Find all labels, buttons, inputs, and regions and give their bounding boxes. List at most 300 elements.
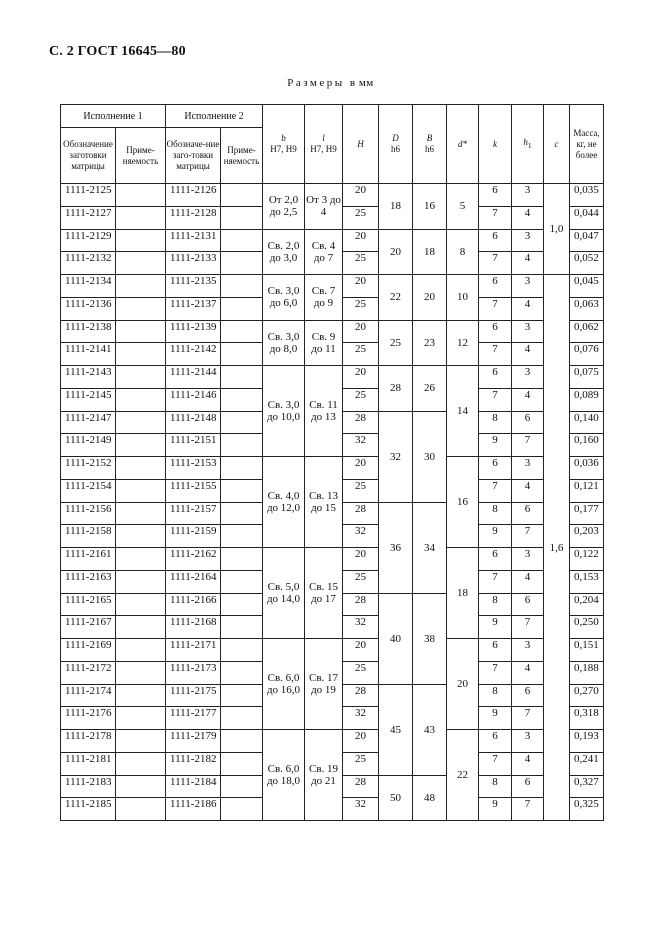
h1-cell: 4 xyxy=(512,479,544,502)
blank-designation-1: 1111-2167 xyxy=(61,616,116,639)
header-execution-2: Исполнение 2 xyxy=(166,105,263,128)
B-cell: 23 xyxy=(413,320,447,366)
l-range-cell: Св. 13 до 15 xyxy=(305,457,343,548)
applicability-cell-1 xyxy=(116,730,166,753)
mass-cell: 0,203 xyxy=(570,525,604,548)
blank-designation-2: 1111-2142 xyxy=(166,343,221,366)
h1-cell: 4 xyxy=(512,388,544,411)
b-range-cell: Св. 6,0 до 18,0 xyxy=(263,730,305,821)
header-k-symbol: k xyxy=(493,138,497,149)
mass-cell: 0,047 xyxy=(570,229,604,252)
caption-unit: в мм xyxy=(349,77,374,89)
header-applicability-2: Приме-няемость xyxy=(221,128,263,184)
h1-cell: 6 xyxy=(512,411,544,434)
D-cell: 25 xyxy=(379,320,413,366)
k-cell: 8 xyxy=(479,684,512,707)
d-cell: 10 xyxy=(447,275,479,321)
D-cell: 22 xyxy=(379,275,413,321)
h1-cell: 3 xyxy=(512,275,544,298)
applicability-cell-2 xyxy=(221,593,263,616)
applicability-cell-1 xyxy=(116,388,166,411)
header-k xyxy=(479,105,512,184)
header-D xyxy=(379,105,413,184)
l-range-cell: Св. 7 до 9 xyxy=(305,275,343,321)
h1-cell: 6 xyxy=(512,684,544,707)
H-cell: 25 xyxy=(343,297,379,320)
header-c xyxy=(544,105,570,184)
applicability-cell-1 xyxy=(116,707,166,730)
H-cell: 32 xyxy=(343,616,379,639)
H-cell: 32 xyxy=(343,707,379,730)
applicability-cell-1 xyxy=(116,184,166,207)
blank-designation-2: 1111-2184 xyxy=(166,775,221,798)
applicability-cell-2 xyxy=(221,502,263,525)
k-cell: 8 xyxy=(479,502,512,525)
blank-designation-1: 1111-2143 xyxy=(61,366,116,389)
header-b xyxy=(263,105,305,184)
applicability-cell-2 xyxy=(221,434,263,457)
table-row xyxy=(61,548,604,571)
blank-designation-2: 1111-2182 xyxy=(166,752,221,775)
mass-cell: 0,188 xyxy=(570,661,604,684)
mass-cell: 0,063 xyxy=(570,297,604,320)
H-cell: 25 xyxy=(343,752,379,775)
H-cell: 25 xyxy=(343,570,379,593)
applicability-cell-2 xyxy=(221,616,263,639)
applicability-cell-1 xyxy=(116,684,166,707)
blank-designation-1: 1111-2185 xyxy=(61,798,116,821)
D-cell: 20 xyxy=(379,229,413,275)
blank-designation-2: 1111-2179 xyxy=(166,730,221,753)
d-cell: 14 xyxy=(447,366,479,457)
applicability-cell-2 xyxy=(221,639,263,662)
k-cell: 6 xyxy=(479,275,512,298)
blank-designation-2: 1111-2153 xyxy=(166,457,221,480)
H-cell: 32 xyxy=(343,434,379,457)
applicability-cell-1 xyxy=(116,479,166,502)
H-cell: 25 xyxy=(343,206,379,229)
h1-cell: 4 xyxy=(512,252,544,275)
blank-designation-2: 1111-2171 xyxy=(166,639,221,662)
caption-label: Размеры xyxy=(287,77,345,89)
mass-cell: 0,036 xyxy=(570,457,604,480)
table-row xyxy=(61,730,604,753)
b-range-cell: Св. 3,0 до 8,0 xyxy=(263,320,305,366)
mass-cell: 0,052 xyxy=(570,252,604,275)
mass-cell: 0,035 xyxy=(570,184,604,207)
header-c-symbol: c xyxy=(554,138,559,149)
blank-designation-2: 1111-2131 xyxy=(166,229,221,252)
applicability-cell-2 xyxy=(221,479,263,502)
blank-designation-1: 1111-2127 xyxy=(61,206,116,229)
D-cell: 32 xyxy=(379,411,413,502)
applicability-cell-2 xyxy=(221,730,263,753)
applicability-cell-2 xyxy=(221,570,263,593)
k-cell: 8 xyxy=(479,411,512,434)
blank-designation-2: 1111-2144 xyxy=(166,366,221,389)
table-row xyxy=(61,457,604,480)
blank-designation-1: 1111-2145 xyxy=(61,388,116,411)
k-cell: 9 xyxy=(479,798,512,821)
B-cell: 48 xyxy=(413,775,447,821)
applicability-cell-1 xyxy=(116,275,166,298)
H-cell: 25 xyxy=(343,388,379,411)
mass-cell: 0,153 xyxy=(570,570,604,593)
l-range-cell: Св. 19 до 21 xyxy=(305,730,343,821)
h1-cell: 7 xyxy=(512,616,544,639)
applicability-cell-2 xyxy=(221,229,263,252)
blank-designation-1: 1111-2176 xyxy=(61,707,116,730)
applicability-cell-1 xyxy=(116,297,166,320)
blank-designation-1: 1111-2169 xyxy=(61,639,116,662)
applicability-cell-2 xyxy=(221,525,263,548)
applicability-cell-1 xyxy=(116,661,166,684)
blank-designation-2: 1111-2126 xyxy=(166,184,221,207)
applicability-cell-1 xyxy=(116,775,166,798)
applicability-cell-1 xyxy=(116,252,166,275)
l-range-cell: Св. 15 до 17 xyxy=(305,548,343,639)
blank-designation-2: 1111-2139 xyxy=(166,320,221,343)
table-row xyxy=(61,366,604,389)
H-cell: 28 xyxy=(343,684,379,707)
d-cell: 16 xyxy=(447,457,479,548)
applicability-cell-2 xyxy=(221,275,263,298)
applicability-cell-2 xyxy=(221,388,263,411)
blank-designation-2: 1111-2166 xyxy=(166,593,221,616)
k-cell: 6 xyxy=(479,730,512,753)
header-h1-symbol: h xyxy=(523,137,528,148)
blank-designation-1: 1111-2163 xyxy=(61,570,116,593)
H-cell: 28 xyxy=(343,502,379,525)
blank-designation-2: 1111-2135 xyxy=(166,275,221,298)
applicability-cell-1 xyxy=(116,343,166,366)
B-cell: 34 xyxy=(413,502,447,593)
applicability-cell-2 xyxy=(221,661,263,684)
applicability-cell-2 xyxy=(221,798,263,821)
applicability-cell-1 xyxy=(116,320,166,343)
H-cell: 20 xyxy=(343,639,379,662)
table-row xyxy=(61,184,604,207)
header-l-tolerance: H7, H9 xyxy=(310,144,337,154)
H-cell: 20 xyxy=(343,457,379,480)
blank-designation-1: 1111-2138 xyxy=(61,320,116,343)
header-designation-1: Обозначение заготовки матрицы xyxy=(61,128,116,184)
blank-designation-2: 1111-2146 xyxy=(166,388,221,411)
blank-designation-2: 1111-2128 xyxy=(166,206,221,229)
k-cell: 6 xyxy=(479,320,512,343)
mass-cell: 0,318 xyxy=(570,707,604,730)
header-D-tolerance: h6 xyxy=(391,144,400,154)
blank-designation-1: 1111-2125 xyxy=(61,184,116,207)
H-cell: 28 xyxy=(343,411,379,434)
h1-cell: 3 xyxy=(512,366,544,389)
h1-cell: 4 xyxy=(512,752,544,775)
table-row xyxy=(61,229,604,252)
applicability-cell-1 xyxy=(116,570,166,593)
H-cell: 28 xyxy=(343,593,379,616)
blank-designation-1: 1111-2172 xyxy=(61,661,116,684)
table-row xyxy=(61,275,604,298)
table-row xyxy=(61,639,604,662)
B-cell: 16 xyxy=(413,184,447,230)
d-cell: 18 xyxy=(447,548,479,639)
h1-cell: 7 xyxy=(512,434,544,457)
k-cell: 8 xyxy=(479,775,512,798)
header-B-tolerance: h6 xyxy=(425,144,434,154)
b-range-cell: Св. 3,0 до 6,0 xyxy=(263,275,305,321)
h1-cell: 7 xyxy=(512,525,544,548)
H-cell: 20 xyxy=(343,275,379,298)
mass-cell: 0,327 xyxy=(570,775,604,798)
blank-designation-2: 1111-2159 xyxy=(166,525,221,548)
B-cell: 43 xyxy=(413,684,447,775)
blank-designation-1: 1111-2129 xyxy=(61,229,116,252)
table-row xyxy=(61,320,604,343)
d-cell: 22 xyxy=(447,730,479,821)
applicability-cell-2 xyxy=(221,297,263,320)
mass-cell: 0,044 xyxy=(570,206,604,229)
H-cell: 20 xyxy=(343,366,379,389)
blank-designation-2: 1111-2168 xyxy=(166,616,221,639)
mass-cell: 0,325 xyxy=(570,798,604,821)
h1-cell: 3 xyxy=(512,730,544,753)
applicability-cell-2 xyxy=(221,366,263,389)
k-cell: 9 xyxy=(479,525,512,548)
blank-designation-1: 1111-2132 xyxy=(61,252,116,275)
header-designation-2: Обозначе-ние заго-товки матрицы xyxy=(166,128,221,184)
blank-designation-2: 1111-2175 xyxy=(166,684,221,707)
applicability-cell-2 xyxy=(221,343,263,366)
k-cell: 8 xyxy=(479,593,512,616)
k-cell: 9 xyxy=(479,707,512,730)
H-cell: 20 xyxy=(343,184,379,207)
b-range-cell: Св. 2,0 до 3,0 xyxy=(263,229,305,275)
b-range-cell: Св. 6,0 до 16,0 xyxy=(263,639,305,730)
blank-designation-2: 1111-2157 xyxy=(166,502,221,525)
k-cell: 7 xyxy=(479,206,512,229)
header-H xyxy=(343,105,379,184)
k-cell: 9 xyxy=(479,616,512,639)
k-cell: 6 xyxy=(479,184,512,207)
k-cell: 7 xyxy=(479,570,512,593)
H-cell: 25 xyxy=(343,252,379,275)
applicability-cell-1 xyxy=(116,548,166,571)
applicability-cell-1 xyxy=(116,411,166,434)
b-range-cell: От 2,0 до 2,5 xyxy=(263,184,305,230)
applicability-cell-2 xyxy=(221,206,263,229)
l-range-cell: Св. 9 до 11 xyxy=(305,320,343,366)
blank-designation-1: 1111-2181 xyxy=(61,752,116,775)
k-cell: 6 xyxy=(479,548,512,571)
H-cell: 25 xyxy=(343,479,379,502)
applicability-cell-1 xyxy=(116,366,166,389)
mass-cell: 0,204 xyxy=(570,593,604,616)
blank-designation-2: 1111-2133 xyxy=(166,252,221,275)
H-cell: 25 xyxy=(343,343,379,366)
blank-designation-1: 1111-2174 xyxy=(61,684,116,707)
table-caption xyxy=(0,77,661,89)
applicability-cell-1 xyxy=(116,593,166,616)
h1-cell: 4 xyxy=(512,343,544,366)
applicability-cell-2 xyxy=(221,457,263,480)
k-cell: 7 xyxy=(479,388,512,411)
blank-designation-1: 1111-2147 xyxy=(61,411,116,434)
h1-cell: 7 xyxy=(512,707,544,730)
D-cell: 45 xyxy=(379,684,413,775)
applicability-cell-2 xyxy=(221,548,263,571)
B-cell: 18 xyxy=(413,229,447,275)
mass-cell: 0,045 xyxy=(570,275,604,298)
mass-cell: 0,160 xyxy=(570,434,604,457)
header-applicability-1: Приме-няемость xyxy=(116,128,166,184)
header-d xyxy=(447,105,479,184)
applicability-cell-1 xyxy=(116,229,166,252)
h1-cell: 4 xyxy=(512,570,544,593)
applicability-cell-1 xyxy=(116,752,166,775)
h1-cell: 3 xyxy=(512,229,544,252)
header-h1 xyxy=(512,105,544,184)
d-cell: 5 xyxy=(447,184,479,230)
blank-designation-2: 1111-2186 xyxy=(166,798,221,821)
header-h1-subscript: 1 xyxy=(527,140,532,150)
b-range-cell: Св. 3,0 до 10,0 xyxy=(263,366,305,457)
header-b-symbol: b xyxy=(281,133,286,143)
mass-cell: 0,250 xyxy=(570,616,604,639)
B-cell: 20 xyxy=(413,275,447,321)
D-cell: 36 xyxy=(379,502,413,593)
H-cell: 25 xyxy=(343,661,379,684)
k-cell: 7 xyxy=(479,661,512,684)
H-cell: 20 xyxy=(343,320,379,343)
page-header: С. 2 ГОСТ 16645—80 xyxy=(49,44,186,59)
H-cell: 20 xyxy=(343,730,379,753)
blank-designation-1: 1111-2183 xyxy=(61,775,116,798)
blank-designation-1: 1111-2154 xyxy=(61,479,116,502)
k-cell: 7 xyxy=(479,479,512,502)
header-b-tolerance: H7, H9 xyxy=(270,144,297,154)
mass-cell: 0,076 xyxy=(570,343,604,366)
h1-cell: 7 xyxy=(512,798,544,821)
header-B-symbol: B xyxy=(426,133,433,143)
header-d-symbol: d* xyxy=(458,138,467,149)
applicability-cell-2 xyxy=(221,684,263,707)
h1-cell: 6 xyxy=(512,502,544,525)
h1-cell: 6 xyxy=(512,593,544,616)
mass-cell: 0,140 xyxy=(570,411,604,434)
k-cell: 7 xyxy=(479,252,512,275)
H-cell: 32 xyxy=(343,798,379,821)
blank-designation-2: 1111-2151 xyxy=(166,434,221,457)
blank-designation-1: 1111-2178 xyxy=(61,730,116,753)
k-cell: 7 xyxy=(479,343,512,366)
k-cell: 9 xyxy=(479,434,512,457)
h1-cell: 3 xyxy=(512,457,544,480)
h1-cell: 4 xyxy=(512,206,544,229)
D-cell: 28 xyxy=(379,366,413,412)
H-cell: 20 xyxy=(343,548,379,571)
B-cell: 26 xyxy=(413,366,447,412)
header-H-symbol: H xyxy=(357,138,364,149)
l-range-cell: Св. 17 до 19 xyxy=(305,639,343,730)
blank-designation-1: 1111-2136 xyxy=(61,297,116,320)
k-cell: 7 xyxy=(479,297,512,320)
blank-designation-2: 1111-2162 xyxy=(166,548,221,571)
d-cell: 20 xyxy=(447,639,479,730)
applicability-cell-1 xyxy=(116,434,166,457)
applicability-cell-2 xyxy=(221,752,263,775)
h1-cell: 3 xyxy=(512,320,544,343)
blank-designation-1: 1111-2152 xyxy=(61,457,116,480)
dimensions-table xyxy=(60,104,604,821)
mass-cell: 0,193 xyxy=(570,730,604,753)
l-range-cell: От 3 до 4 xyxy=(305,184,343,230)
l-range-cell: Св. 4 до 7 xyxy=(305,229,343,275)
b-range-cell: Св. 5,0 до 14,0 xyxy=(263,548,305,639)
d-cell: 12 xyxy=(447,320,479,366)
mass-cell: 0,075 xyxy=(570,366,604,389)
D-cell: 50 xyxy=(379,775,413,821)
mass-cell: 0,122 xyxy=(570,548,604,571)
applicability-cell-1 xyxy=(116,639,166,662)
h1-cell: 6 xyxy=(512,775,544,798)
mass-cell: 0,270 xyxy=(570,684,604,707)
B-cell: 30 xyxy=(413,411,447,502)
mass-cell: 0,089 xyxy=(570,388,604,411)
applicability-cell-2 xyxy=(221,775,263,798)
H-cell: 32 xyxy=(343,525,379,548)
h1-cell: 3 xyxy=(512,639,544,662)
H-cell: 28 xyxy=(343,775,379,798)
applicability-cell-1 xyxy=(116,616,166,639)
mass-cell: 0,151 xyxy=(570,639,604,662)
table-body xyxy=(61,184,604,821)
mass-cell: 0,121 xyxy=(570,479,604,502)
header-execution-1: Исполнение 1 xyxy=(61,105,166,128)
H-cell: 20 xyxy=(343,229,379,252)
k-cell: 6 xyxy=(479,639,512,662)
header-l xyxy=(305,105,343,184)
applicability-cell-2 xyxy=(221,252,263,275)
blank-designation-2: 1111-2164 xyxy=(166,570,221,593)
B-cell: 38 xyxy=(413,593,447,684)
header-B xyxy=(413,105,447,184)
applicability-cell-1 xyxy=(116,206,166,229)
d-cell: 8 xyxy=(447,229,479,275)
blank-designation-1: 1111-2141 xyxy=(61,343,116,366)
applicability-cell-2 xyxy=(221,707,263,730)
h1-cell: 3 xyxy=(512,184,544,207)
c-cell: 1,0 xyxy=(544,184,570,275)
applicability-cell-1 xyxy=(116,457,166,480)
blank-designation-2: 1111-2177 xyxy=(166,707,221,730)
blank-designation-2: 1111-2137 xyxy=(166,297,221,320)
h1-cell: 4 xyxy=(512,661,544,684)
applicability-cell-1 xyxy=(116,525,166,548)
blank-designation-1: 1111-2161 xyxy=(61,548,116,571)
c-cell: 1,6 xyxy=(544,275,570,821)
D-cell: 40 xyxy=(379,593,413,684)
header-l-symbol: l xyxy=(322,133,325,143)
applicability-cell-2 xyxy=(221,320,263,343)
applicability-cell-2 xyxy=(221,184,263,207)
mass-cell: 0,062 xyxy=(570,320,604,343)
k-cell: 6 xyxy=(479,366,512,389)
applicability-cell-2 xyxy=(221,411,263,434)
blank-designation-1: 1111-2149 xyxy=(61,434,116,457)
h1-cell: 3 xyxy=(512,548,544,571)
D-cell: 18 xyxy=(379,184,413,230)
b-range-cell: Св. 4,0 до 12,0 xyxy=(263,457,305,548)
